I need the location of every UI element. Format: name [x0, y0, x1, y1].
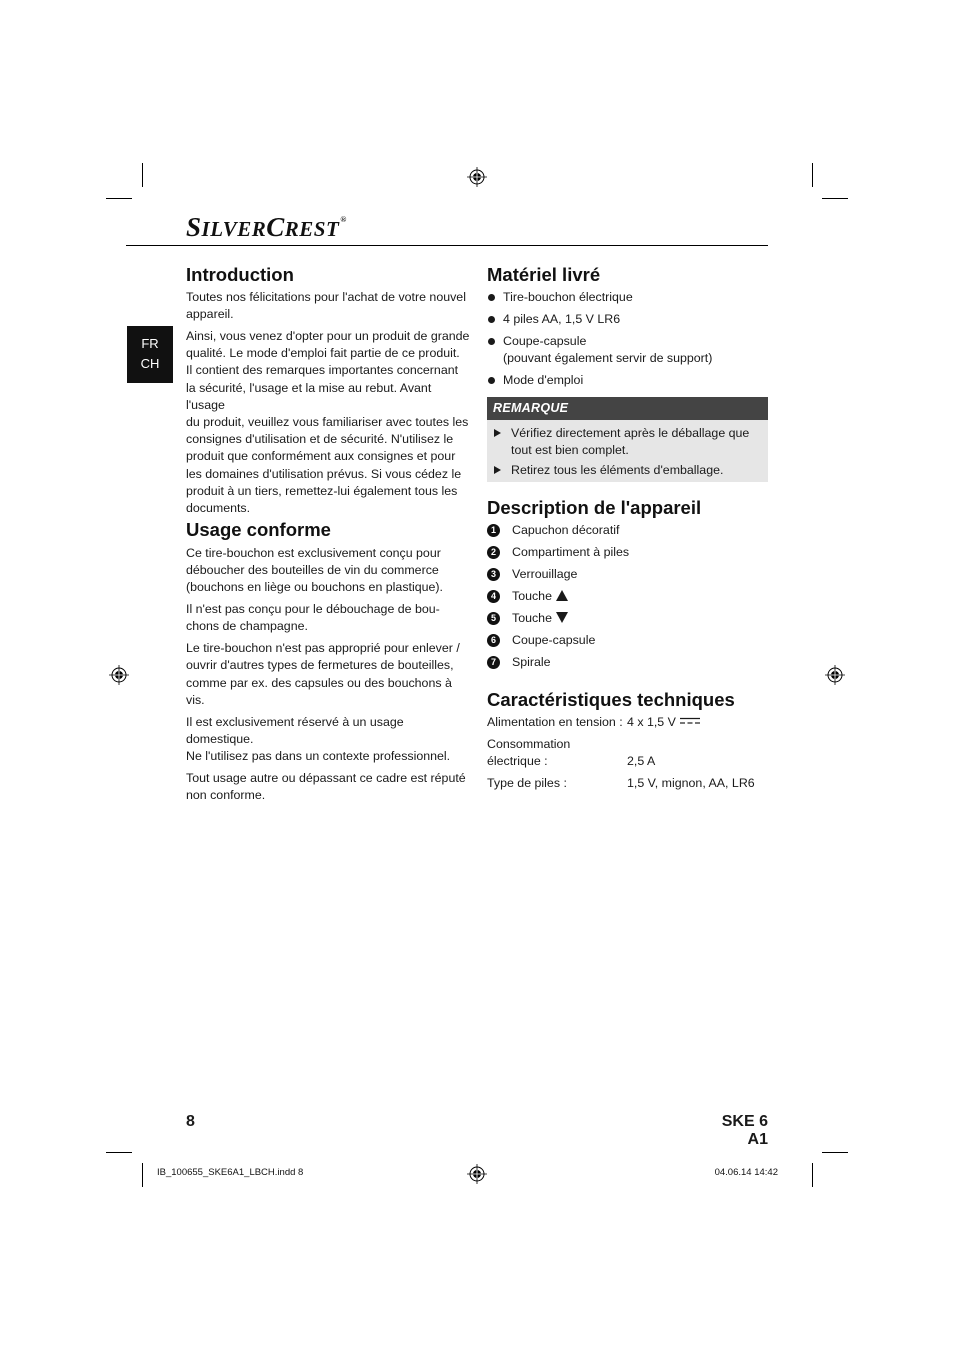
part-number-badge: 6: [487, 634, 500, 647]
brand-logo: [186, 212, 347, 243]
logo-letter: S: [186, 212, 202, 242]
part-item: [487, 522, 768, 539]
text-line: documents.: [186, 501, 251, 516]
part-label: Touche: [512, 611, 552, 625]
introduction-body: [186, 289, 470, 517]
part-number-badge: 3: [487, 568, 500, 581]
registration-mark-icon: [825, 665, 845, 685]
section-title-introduction: Introduction: [186, 264, 294, 285]
date-slug: 04.06.14 14:42: [714, 1167, 778, 1178]
text-line: produit que conformément aux consignes et pour: [186, 449, 456, 464]
part-label: Spirale: [512, 655, 551, 669]
part-label: Capuchon décoratif: [512, 523, 620, 537]
part-number-badge: 4: [487, 590, 500, 603]
registration-mark-icon: [109, 665, 129, 685]
crop-mark: [142, 163, 143, 187]
direct-current-icon: [680, 717, 700, 725]
part-label: Coupe-capsule: [512, 633, 596, 647]
note-box: [487, 397, 768, 482]
list-item: [487, 372, 768, 389]
bullet-icon: [488, 316, 495, 323]
text-line: Il contient des remarques importantes concernant: [186, 363, 459, 378]
list-item-text: Mode d'emploi: [503, 373, 584, 388]
paragraph: [186, 640, 470, 709]
crop-mark: [106, 198, 132, 199]
text-line: consignes d'utilisation et de sécurité. N'utilisez le: [186, 432, 454, 447]
note-heading: REMARQUE: [487, 397, 768, 420]
paragraph: [186, 770, 470, 804]
part-number-badge: 2: [487, 546, 500, 559]
text-line: les domaines d'utilisation prévus. Si vous cédez le: [186, 466, 462, 481]
country-code: CH: [140, 356, 160, 371]
part-label: Compartiment à piles: [512, 545, 630, 559]
page-number: 8: [186, 1113, 195, 1130]
paragraph: Toutes nos félicitations pour l'achat de votre nouvel appareil.: [186, 290, 466, 322]
text-line: non conforme.: [186, 788, 266, 803]
spec-label: [487, 736, 570, 770]
language-tab: [127, 326, 173, 383]
paragraph: [186, 545, 470, 597]
list-item: [487, 333, 768, 367]
usage-body: [186, 545, 470, 804]
arrow-right-icon: [494, 466, 501, 474]
text-line: Tout usage autre ou dépassant ce cadre est réputé: [186, 770, 466, 785]
logo-registered-mark: ®: [340, 215, 347, 224]
spec-value-text: 4 x 1,5 V: [627, 715, 676, 729]
bullet-icon: [488, 377, 495, 384]
logo-letter: C: [266, 212, 285, 242]
spec-value: 2,5 A: [627, 754, 656, 768]
delivery-list: [487, 289, 768, 394]
part-number-badge: 5: [487, 612, 500, 625]
section-title-description: Description de l'appareil: [487, 497, 702, 518]
note-item: [494, 425, 773, 459]
text-line: Il est exclusivement réservé à un usage domestique.: [186, 714, 404, 746]
spec-label: Alimentation en tension :: [487, 715, 623, 729]
section-title-usage: Usage conforme: [186, 519, 331, 540]
logo-text: ILVER: [201, 217, 267, 241]
list-item: [487, 289, 768, 306]
header-rule: [126, 245, 768, 246]
language-code: FR: [141, 336, 159, 351]
text-line: du produit, veuillez vous familiariser avec toutes les: [186, 415, 469, 430]
text-line: produit à un tiers, remettez-lui également tous les: [186, 483, 458, 498]
section-title-delivery: Matériel livré: [487, 264, 601, 285]
list-item-text: Tire-bouchon électrique: [503, 290, 633, 304]
model-number: SKE 6 A1: [721, 1113, 768, 1148]
logo-text: REST: [284, 217, 340, 241]
text-line: Ne l'utilisez pas dans un contexte professionnel.: [186, 749, 451, 764]
file-slug: IB_100655_SKE6A1_LBCH.indd 8: [157, 1167, 304, 1178]
text-line: chons de champagne.: [186, 619, 308, 634]
list-item-text: Coupe-capsule: [503, 334, 587, 348]
part-item: [487, 610, 768, 627]
part-label: Touche: [512, 589, 552, 603]
arrow-up-icon: [556, 590, 568, 601]
note-text: Vérifiez directement après le déballage que: [511, 426, 750, 440]
text-line: Le tire-bouchon n'est pas approprié pour enlever /: [186, 641, 460, 656]
text-line: Ainsi, vous venez d'opter pour un produit de grande: [186, 329, 470, 343]
crop-mark: [812, 163, 813, 187]
part-number-badge: 7: [487, 656, 500, 669]
bullet-icon: [488, 338, 495, 345]
spec-value: [627, 714, 700, 731]
text-line: la sécurité, l'usage et la mise au rebut. Avant l'usage: [186, 380, 432, 412]
text-line: comme par ex. des capsules ou des bouchons à vis.: [186, 675, 452, 707]
section-title-specs: Caractéristiques techniques: [487, 689, 735, 710]
part-item: [487, 588, 768, 605]
paragraph: [186, 714, 470, 766]
note-text: Retirez tous les éléments d'emballage.: [511, 463, 724, 477]
arrow-down-icon: [556, 612, 568, 623]
part-item: [487, 566, 768, 583]
arrow-right-icon: [494, 429, 501, 437]
spec-value: 1,5 V, mignon, AA, LR6: [627, 776, 755, 790]
list-item: [487, 311, 768, 328]
text-line: Il n'est pas conçu pour le débouchage de bou-: [186, 602, 440, 617]
spec-label-text: Consommation: [487, 737, 571, 751]
part-item: [487, 632, 768, 649]
crop-mark: [106, 1152, 132, 1153]
text-line: qualité. Le mode d'emploi fait partie de ce produit.: [186, 346, 460, 361]
note-text: tout est bien complet.: [511, 443, 629, 458]
paragraph: [186, 328, 470, 517]
text-line: déboucher des bouteilles de vin du commerce: [186, 563, 439, 578]
spec-label-text: électrique :: [487, 754, 548, 769]
part-label: Verrouillage: [512, 567, 578, 581]
bullet-icon: [488, 294, 495, 301]
part-number-badge: 1: [487, 524, 500, 537]
crop-mark: [822, 198, 848, 199]
part-item: [487, 654, 768, 671]
text-line: (bouchons en liège ou bouchons en plastique).: [186, 580, 443, 595]
note-item: [494, 462, 773, 479]
registration-mark-icon: [467, 167, 487, 187]
list-item-subtext: (pouvant également servir de support): [503, 351, 713, 366]
text-line: ouvrir d'autres types de fermetures de bouteilles,: [186, 658, 454, 673]
text-line: Ce tire-bouchon est exclusivement conçu pour: [186, 546, 441, 560]
crop-mark: [812, 1163, 813, 1187]
registration-mark-icon: [467, 1164, 487, 1184]
crop-mark: [822, 1152, 848, 1153]
part-item: [487, 544, 768, 561]
paragraph: [186, 601, 470, 635]
spec-label: Type de piles :: [487, 776, 567, 790]
parts-list: [487, 522, 768, 676]
crop-mark: [142, 1163, 143, 1187]
list-item-text: 4 piles AA, 1,5 V LR6: [503, 312, 621, 326]
